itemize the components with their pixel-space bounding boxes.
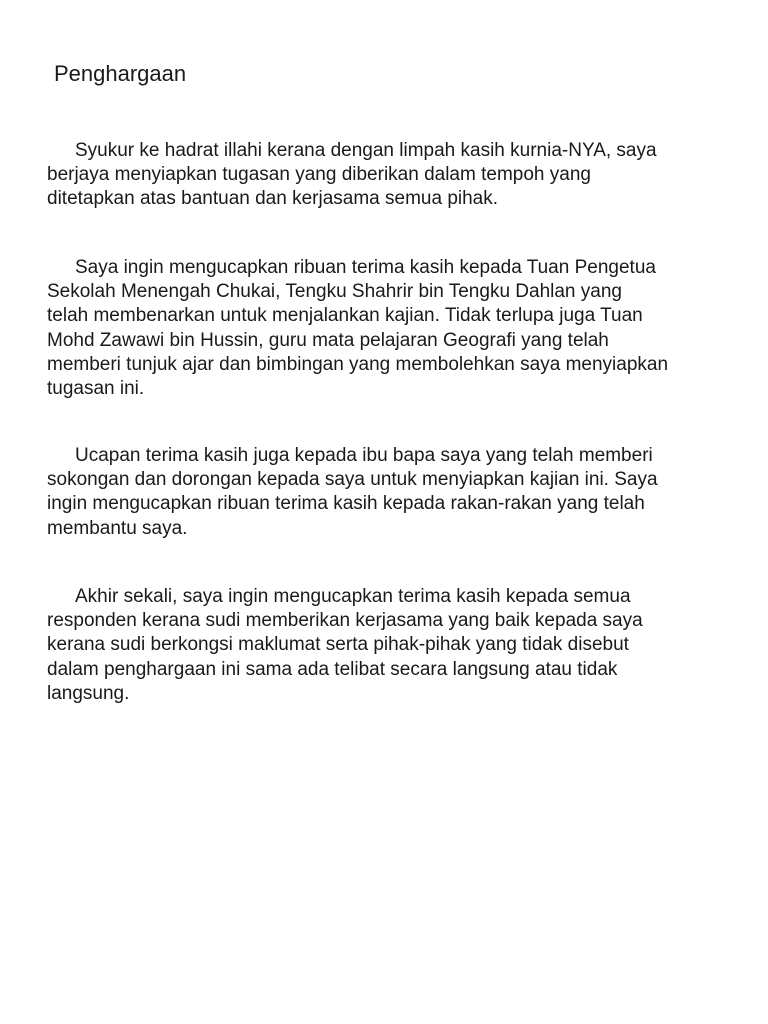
paragraph-line: memberi tunjuk ajar dan bimbingan yang membolehkan saya menyiapkan	[47, 353, 669, 375]
paragraph-3	[47, 444, 737, 541]
paragraph-line: tugasan ini.	[47, 378, 145, 400]
paragraph-2	[47, 256, 737, 401]
paragraph-1	[47, 139, 737, 212]
paragraph-line: berjaya menyiapkan tugasan yang diberikan dalam tempoh yang	[47, 164, 591, 186]
paragraph-line: sokongan dan dorongan kepada saya untuk menyiapkan kajian ini. Saya	[47, 469, 658, 491]
paragraph-line: ditetapkan atas bantuan dan kerjasama semua pihak.	[47, 188, 499, 210]
paragraph-line: dalam penghargaan ini sama ada telibat secara langsung atau tidak	[47, 658, 618, 680]
paragraph-line: Saya ingin mengucapkan ribuan terima kasih kepada Tuan Pengetua	[75, 257, 656, 278]
paragraph-line: langsung.	[47, 682, 130, 704]
paragraph-line: Sekolah Menengah Chukai, Tengku Shahrir bin Tengku Dahlan yang	[47, 281, 622, 303]
paragraph-line: membantu saya.	[47, 517, 188, 539]
paragraph-line: Ucapan terima kasih juga kepada ibu bapa saya yang telah memberi	[75, 445, 653, 466]
paragraph-line: Akhir sekali, saya ingin mengucapkan terima kasih kepada semua	[75, 586, 631, 607]
paragraph-line: kerana sudi berkongsi maklumat serta pihak-pihak yang tidak disebut	[47, 634, 629, 656]
paragraph-line: responden kerana sudi memberikan kerjasama yang baik kepada saya	[47, 610, 643, 632]
paragraph-line: telah membenarkan untuk menjalankan kajian. Tidak terlupa juga Tuan	[47, 305, 643, 327]
page-title: Penghargaan	[54, 61, 187, 86]
paragraph-line: Mohd Zawawi bin Hussin, guru mata pelajaran Geografi yang telah	[47, 329, 609, 351]
paragraph-line: Syukur ke hadrat illahi kerana dengan limpah kasih kurnia-NYA, saya	[75, 140, 657, 161]
paragraph-line: ingin mengucapkan ribuan terima kasih kepada rakan-rakan yang telah	[47, 493, 645, 515]
paragraph-4	[47, 585, 737, 706]
